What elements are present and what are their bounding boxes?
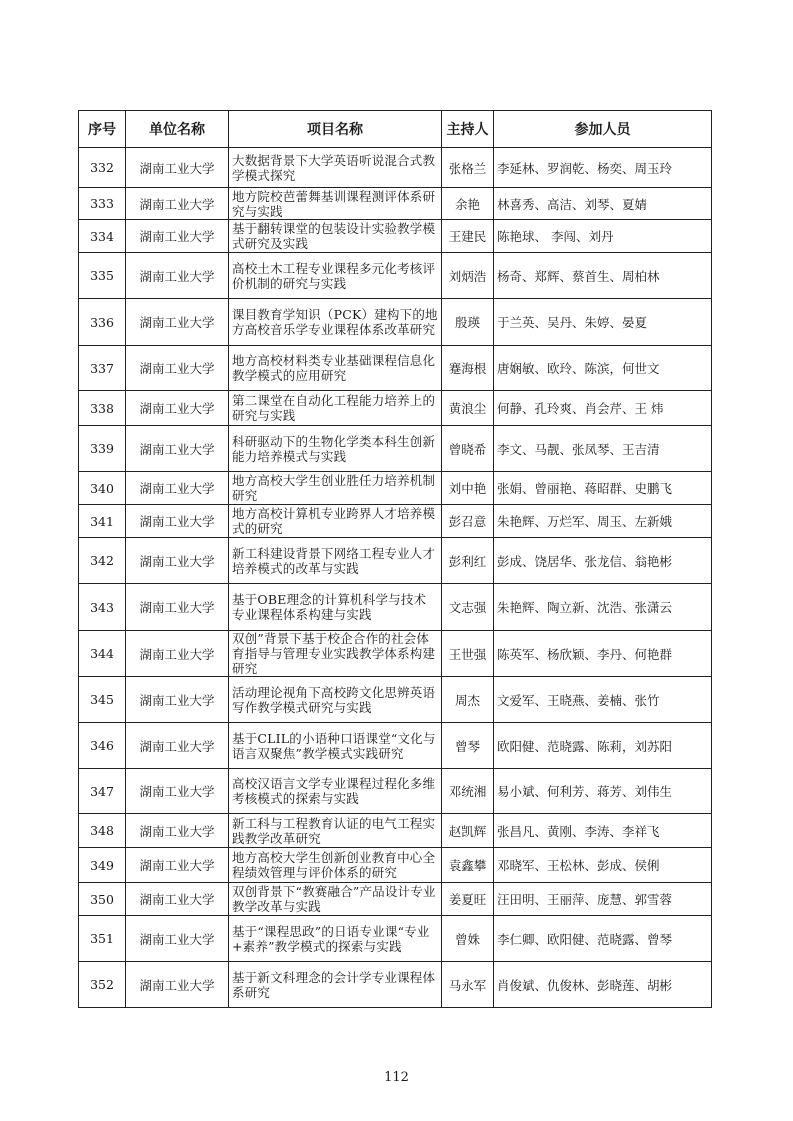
cell-unit: 湖南工业大学 — [126, 916, 229, 962]
table-body — [79, 148, 712, 1008]
table-row — [79, 188, 712, 220]
header-host: 主持人 — [442, 111, 494, 148]
table-row — [79, 505, 712, 538]
page-number: 112 — [384, 1070, 409, 1085]
cell-no: 335 — [79, 253, 126, 299]
cell-unit: 湖南工业大学 — [126, 723, 229, 769]
cell-project: 新工科建设背景下网络工程专业人才培养模式的改革与实践 — [229, 538, 442, 584]
header-participants: 参加人员 — [494, 111, 712, 148]
cell-host: 曾姝 — [442, 916, 494, 962]
cell-host: 周杰 — [442, 677, 494, 723]
table-row — [79, 426, 712, 472]
cell-project: 地方高校计算机专业跨界人才培养模式的研究 — [229, 505, 442, 538]
cell-unit: 湖南工业大学 — [126, 883, 229, 916]
cell-unit: 湖南工业大学 — [126, 631, 229, 677]
cell-participants: 邓晓军、王松林、彭成、侯俐 — [494, 848, 712, 883]
cell-project: 高校汉语言文学专业课程过程化多维考核模式的探索与实践 — [229, 769, 442, 814]
cell-host: 蹇海根 — [442, 346, 494, 391]
table-row — [79, 769, 712, 814]
table-row — [79, 538, 712, 584]
header-project: 项目名称 — [229, 111, 442, 148]
cell-no: 345 — [79, 677, 126, 723]
table-row — [79, 631, 712, 677]
cell-no: 348 — [79, 814, 126, 848]
cell-participants: 何静、孔玲爽、肖会芹、王 炜 — [494, 391, 712, 426]
cell-project: 基于翻转课堂的包装设计实验教学模式研究及实践 — [229, 220, 442, 253]
cell-participants: 唐娴敏、欧玲、陈滨，何世文 — [494, 346, 712, 391]
cell-unit: 湖南工业大学 — [126, 426, 229, 472]
cell-no: 351 — [79, 916, 126, 962]
cell-host: 文志强 — [442, 584, 494, 631]
cell-project: 双创背景下“教赛融合”产品设计专业教学改革与实践 — [229, 883, 442, 916]
cell-participants: 易小斌、何利芳、蒋芳、刘伟生 — [494, 769, 712, 814]
table-row — [79, 391, 712, 426]
cell-unit: 湖南工业大学 — [126, 848, 229, 883]
cell-host: 刘中艳 — [442, 472, 494, 505]
cell-unit: 湖南工业大学 — [126, 253, 229, 299]
table-row — [79, 723, 712, 769]
cell-no: 347 — [79, 769, 126, 814]
table-row — [79, 916, 712, 962]
table-header-row — [79, 111, 712, 148]
table-row — [79, 148, 712, 188]
cell-unit: 湖南工业大学 — [126, 677, 229, 723]
cell-host: 袁鑫攀 — [442, 848, 494, 883]
cell-project: 基于OBE理念的计算机科学与技术专业课程体系构建与实践 — [229, 584, 442, 631]
cell-project: 地方高校材料类专业基础课程信息化教学模式的应用研究 — [229, 346, 442, 391]
cell-project: 地方高校大学生创新创业教育中心全程绩效管理与评价体系的研究 — [229, 848, 442, 883]
cell-project: 新工科与工程教育认证的电气工程实践教学改革研究 — [229, 814, 442, 848]
cell-no: 350 — [79, 883, 126, 916]
cell-no: 332 — [79, 148, 126, 188]
table-row — [79, 677, 712, 723]
cell-project: 地方高校大学生创业胜任力培养机制研究 — [229, 472, 442, 505]
cell-project: 第二课堂在自动化工程能力培养上的研究与实践 — [229, 391, 442, 426]
cell-host: 王世强 — [442, 631, 494, 677]
cell-project: 课目教育学知识（PCK）建构下的地方高校音乐学专业课程体系改革研究 — [229, 299, 442, 346]
cell-no: 336 — [79, 299, 126, 346]
cell-unit: 湖南工业大学 — [126, 962, 229, 1008]
cell-unit: 湖南工业大学 — [126, 584, 229, 631]
cell-no: 346 — [79, 723, 126, 769]
cell-participants: 于兰英、吴丹、朱婷、晏夏 — [494, 299, 712, 346]
cell-participants: 肖俊斌、仇俊林、彭晓莲、胡彬 — [494, 962, 712, 1008]
cell-host: 王建民 — [442, 220, 494, 253]
table-row — [79, 220, 712, 253]
cell-host: 邓统湘 — [442, 769, 494, 814]
cell-unit: 湖南工业大学 — [126, 769, 229, 814]
cell-host: 姜夏旺 — [442, 883, 494, 916]
cell-unit: 湖南工业大学 — [126, 391, 229, 426]
cell-participants: 汪田明、王丽萍、庞慧、郭雪蓉 — [494, 883, 712, 916]
cell-project: 基于新文科理念的会计学专业课程体系研究 — [229, 962, 442, 1008]
cell-no: 343 — [79, 584, 126, 631]
table-row — [79, 962, 712, 1008]
cell-host: 曾琴 — [442, 723, 494, 769]
cell-host: 殷瑛 — [442, 299, 494, 346]
cell-no: 344 — [79, 631, 126, 677]
cell-participants: 李文、马靓、张凤琴、王吉清 — [494, 426, 712, 472]
cell-unit: 湖南工业大学 — [126, 538, 229, 584]
cell-host: 彭利红 — [442, 538, 494, 584]
cell-participants: 张昌凡、黄刚、李涛、李祥飞 — [494, 814, 712, 848]
header-unit: 单位名称 — [126, 111, 229, 148]
cell-participants: 杨奇、郑辉、蔡首生、周柏林 — [494, 253, 712, 299]
cell-no: 337 — [79, 346, 126, 391]
cell-unit: 湖南工业大学 — [126, 472, 229, 505]
cell-no: 341 — [79, 505, 126, 538]
cell-participants: 李延林、罗润乾、杨奕、周玉玲 — [494, 148, 712, 188]
cell-no: 339 — [79, 426, 126, 472]
cell-unit: 湖南工业大学 — [126, 188, 229, 220]
cell-participants: 陈英军、杨欣颖、李丹、何艳群 — [494, 631, 712, 677]
table-row — [79, 883, 712, 916]
cell-unit: 湖南工业大学 — [126, 299, 229, 346]
table-row — [79, 253, 712, 299]
cell-unit: 湖南工业大学 — [126, 148, 229, 188]
cell-project: 双创”背景下基于校企合作的社会体育指导与管理专业实践教学体系构建研究 — [229, 631, 442, 677]
cell-unit: 湖南工业大学 — [126, 505, 229, 538]
cell-no: 334 — [79, 220, 126, 253]
cell-participants: 朱艳辉、陶立新、沈浩、张潇云 — [494, 584, 712, 631]
header-no: 序号 — [79, 111, 126, 148]
cell-project: 大数据背景下大学英语听说混合式教学模式探究 — [229, 148, 442, 188]
cell-project: 科研驱动下的生物化学类本科生创新能力培养模式与实践 — [229, 426, 442, 472]
cell-no: 352 — [79, 962, 126, 1008]
cell-participants: 文爱军、王晓燕、姜楠、张竹 — [494, 677, 712, 723]
cell-participants: 林喜秀、高洁、刘琴、夏婧 — [494, 188, 712, 220]
table-row — [79, 299, 712, 346]
cell-project: 活动理论视角下高校跨文化思辨英语写作教学模式研究与实践 — [229, 677, 442, 723]
cell-no: 338 — [79, 391, 126, 426]
cell-project: 高校土木工程专业课程多元化考核评价机制的研究与实践 — [229, 253, 442, 299]
table-row — [79, 346, 712, 391]
cell-no: 340 — [79, 472, 126, 505]
table-row — [79, 848, 712, 883]
table-row — [79, 814, 712, 848]
cell-host: 曾晓希 — [442, 426, 494, 472]
cell-host: 张格兰 — [442, 148, 494, 188]
cell-participants: 陈艳球、 李闯、刘丹 — [494, 220, 712, 253]
project-table — [78, 110, 712, 1008]
cell-unit: 湖南工业大学 — [126, 220, 229, 253]
cell-participants: 彭成、饶居华、张龙信、翁艳彬 — [494, 538, 712, 584]
cell-no: 349 — [79, 848, 126, 883]
cell-unit: 湖南工业大学 — [126, 346, 229, 391]
table-row — [79, 472, 712, 505]
table-row — [79, 584, 712, 631]
cell-participants: 欧阳健、范晓露、陈莉，刘苏阳 — [494, 723, 712, 769]
cell-project: 地方院校芭蕾舞基训课程测评体系研究与实践 — [229, 188, 442, 220]
cell-participants: 李仁卿、欧阳健、范晓露、曾琴 — [494, 916, 712, 962]
cell-host: 余艳 — [442, 188, 494, 220]
cell-no: 333 — [79, 188, 126, 220]
cell-host: 刘炳浩 — [442, 253, 494, 299]
cell-participants: 张娟、曾丽艳、蒋昭群、史鹏飞 — [494, 472, 712, 505]
cell-project: 基于CLIL的小语种口语课堂“文化与语言双聚焦”教学模式实践研究 — [229, 723, 442, 769]
cell-no: 342 — [79, 538, 126, 584]
cell-host: 赵凯辉 — [442, 814, 494, 848]
cell-project: 基于“课程思政”的日语专业课“专业+素养”教学模式的探索与实践 — [229, 916, 442, 962]
cell-unit: 湖南工业大学 — [126, 814, 229, 848]
cell-participants: 朱艳辉、万烂军、周玉、左新娥 — [494, 505, 712, 538]
cell-host: 黄浪尘 — [442, 391, 494, 426]
cell-host: 彭召意 — [442, 505, 494, 538]
cell-host: 马永军 — [442, 962, 494, 1008]
